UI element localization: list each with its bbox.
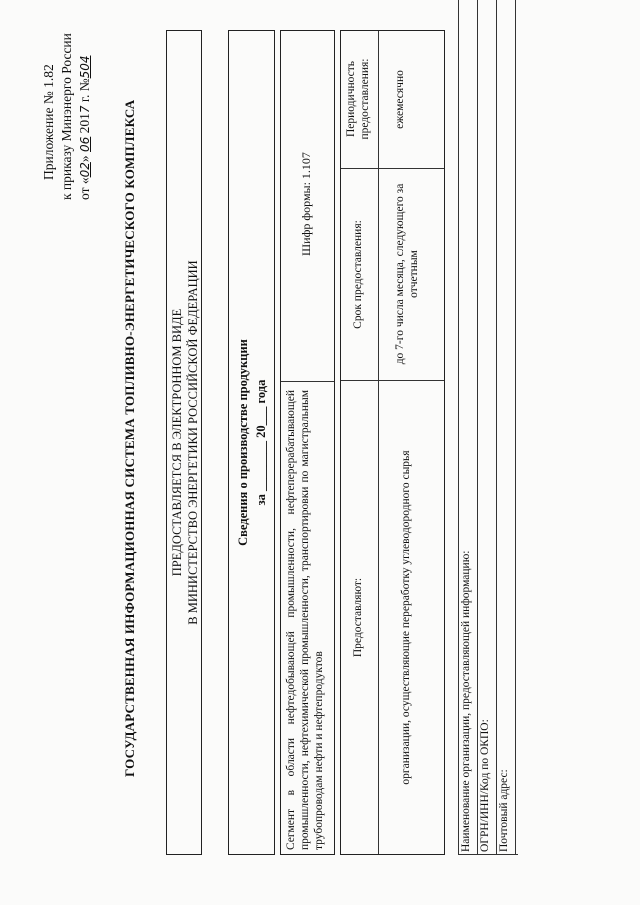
footer-top-line bbox=[458, 0, 459, 855]
date-day: 02 bbox=[78, 162, 92, 178]
segment-divider bbox=[281, 381, 334, 382]
date-month: 06 bbox=[78, 136, 92, 152]
report-period: за ________ 20___ года bbox=[254, 379, 268, 506]
appendix-order: к приказу Минэнерго России bbox=[59, 33, 74, 200]
report-title: Сведения о производстве продукции bbox=[236, 339, 250, 546]
header-periodicity: Периодичность предоставления: bbox=[345, 58, 371, 140]
date-year-prefix: 201 bbox=[77, 113, 92, 137]
segment-box bbox=[280, 30, 335, 855]
appendix-block bbox=[40, 10, 94, 200]
submission-box bbox=[166, 30, 202, 855]
date-mid: » bbox=[77, 151, 92, 163]
cell-periodicity: ежемесячно bbox=[394, 70, 406, 129]
appendix-number: Приложение № 1.82 bbox=[41, 64, 56, 180]
system-title: ГОСУДАРСТВЕННАЯ ИНФОРМАЦИОННАЯ СИСТЕМА ТОПЛИВНО-ЭНЕРГЕТИЧЕСКОГО КОМПЛЕКСА bbox=[122, 99, 137, 777]
cell-provided-by: организации, осуществляющие переработку углеводородного сырья bbox=[400, 450, 412, 785]
ogrn-field: ОГРН/ИНН/Код по ОКПО: bbox=[479, 719, 491, 852]
date-suffix: г. № bbox=[77, 78, 92, 106]
date-year-digit: 7 bbox=[78, 105, 92, 114]
footer-left-line bbox=[458, 854, 518, 855]
footer-bottom-line bbox=[515, 0, 516, 855]
form-code: Шифр формы: 1.107 bbox=[299, 152, 313, 256]
postal-address-field: Почтовый адрес: bbox=[498, 769, 510, 852]
footer-line-2 bbox=[496, 0, 497, 855]
table-header-divider bbox=[378, 31, 379, 854]
report-title-box bbox=[228, 30, 275, 855]
date-prefix: от « bbox=[77, 177, 92, 200]
order-number: 504 bbox=[78, 55, 92, 79]
footer-line-1 bbox=[477, 0, 478, 855]
org-name-field: Наименование организации, предоставляющей информацию: bbox=[460, 550, 472, 852]
cell-deadline: до 7-го числа месяца, следующего за отчетным bbox=[394, 183, 420, 365]
info-table bbox=[340, 30, 445, 855]
submission-line-1: ПРЕДОСТАВЛЯЕТСЯ В ЭЛЕКТРОННОМ ВИДЕ bbox=[170, 308, 184, 577]
submission-line-2: В МИНИСТЕРСТВО ЭНЕРГЕТИКИ РОССИЙСКОЙ ФЕДЕРАЦИИ bbox=[186, 260, 200, 625]
header-provided-by: Предоставляют: bbox=[352, 577, 364, 658]
organization-fields bbox=[458, 0, 518, 855]
header-deadline: Срок предоставления: bbox=[352, 220, 364, 329]
appendix-date bbox=[76, 10, 94, 200]
segment-text: Сегмент в области нефтедобывающей промышленности, нефтеперерабатывающей промышленности, нефтехимической промышленности, транспортировки по магистральным трубопроводам нефти и нефтепродуктов bbox=[285, 390, 325, 850]
